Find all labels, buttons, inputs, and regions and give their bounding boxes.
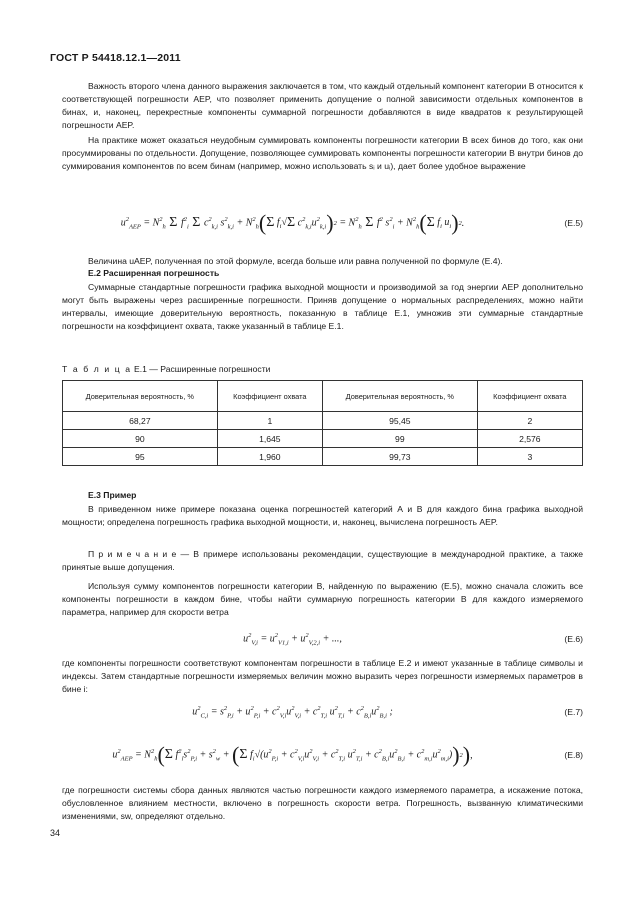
table-cell: 99,73	[322, 448, 477, 466]
paragraph-practice: На практике может оказаться неудобным суммировать компоненты погрешности категории В всех бинов до того, как они просуммированы по отдельности. Допущение, позволяющее суммировать компоненты погрешности категории В внутри бинов до суммирования компонентов по всем бинам (например, можно использовать sᵢ и uᵢ), дает более удобное выражение	[62, 135, 583, 171]
table-caption	[62, 364, 270, 374]
paragraph-sum-components: Используя сумму компонентов погрешности категории В, найденную по выражению (Е.5), можно сначала сложить все компоненты погрешности в каждом бине, чтобы найти суммарную погрешность категории В для каждого измеряемого параметра, например для скорости ветра	[62, 581, 583, 617]
equation-number-e7: (Е.7)	[564, 707, 583, 717]
table-cell: 95,45	[322, 412, 477, 430]
paragraph-value-note: Величина uAEP, полученная по этой формуле, всегда больше или равна полученной по формуле (Е.4).	[88, 256, 503, 266]
heading-e2: Е.2 Расширенная погрешность	[88, 268, 220, 278]
table-cell: 95	[63, 448, 218, 466]
table-header-cell: Доверительная вероятность, %	[322, 381, 477, 412]
table-header-cell: Коэффициент охвата	[217, 381, 322, 412]
table-header-cell: Доверительная вероятность, %	[63, 381, 218, 412]
table-cell: 2	[477, 412, 582, 430]
page-number: 34	[50, 828, 61, 838]
paragraph-example: В приведенном ниже примере показана оценка погрешностей категорий А и В для каждого бина графика выходной мощности; определена погрешность графика выходной мощности, и, наконец, вычислена погрешность AEP.	[62, 504, 583, 527]
formula-e8: $u^2_{AEP} = N^2_h$ ( Σ $f^2_is^2_{P,i} + s^2_w$ + ( Σ $f_i√(u^2_{P,i} + c^2_{V,i}u^2_{V,i} + c^2_{T,i}$ $u^2_{T,i} + c^2_{B,i}u^2_{B,i} + c^2_{m,i}u^2_{m,i}$) ) 2 ) , (Е.8)	[112, 742, 583, 767]
paragraph-system-errors: где погрешности системы сбора данных являются частью погрешности каждого измеряемого параметра, а искажение потока, обусловленное влиянием местности, включено в погрешность скорости ветра. Погрешность, вызванную климатическими изменениями, sw, определяют отдельно.	[62, 785, 583, 821]
expanded-uncertainty-table	[62, 380, 583, 466]
table-cell: 90	[63, 430, 218, 448]
equation-number-e6: (Е.6)	[564, 634, 583, 644]
table-header-row	[63, 381, 583, 412]
paragraph-components-desc: где компоненты погрешности соответствуют компонентам погрешности в таблице Е.2 и имеют указанные в таблице символы и индексы. Затем стандартные погрешности измеряемых величин можно выразить через погрешности измеряемых параметров в бине i:	[62, 658, 583, 694]
table-cell: 3	[477, 448, 582, 466]
equation-number-e8: (Е.8)	[564, 750, 583, 760]
standard-header: ГОСТ Р 54418.12.1—2011	[50, 52, 181, 64]
paragraph-note: П р и м е ч а н и е — В примере использованы рекомендации, существующие в международной практике, а также принятые выше допущения.	[62, 549, 583, 572]
equation-number-e5: (Е.5)	[564, 218, 583, 228]
table-header-cell: Коэффициент охвата	[477, 381, 582, 412]
table-caption-prefix: Т а б л и ц а	[62, 364, 132, 374]
table-cell: 1	[217, 412, 322, 430]
formula-e7: $u^2_{C,i} = s^2_{P,i} + u^2_{P,i} + c^2_{V,i}u^2_{V,i} + c^2_{T,i}$ $u^2_{T,i} + c^2_{B,i}u^2_{B,i}$ ; (Е.7)	[192, 704, 583, 720]
table-row	[63, 412, 583, 430]
table-cell: 1,645	[217, 430, 322, 448]
table-row	[63, 448, 583, 466]
table-cell: 68,27	[63, 412, 218, 430]
paragraph-importance: Важность второго члена данного выражения заключается в том, что каждый отдельный компонент категории В относится к соответствующей погрешности AEP, что позволяет применить допущение о полной зависимости отдельных компонентов в бинах, и, наконец, перекрестные компоненты суммарной погрешности добавляются в виде квадратов к результирующей погрешности AEP.	[62, 81, 583, 130]
table-cell: 99	[322, 430, 477, 448]
table-row	[63, 430, 583, 448]
formula-e6: $u^2_{V,i} = u^2_{V1,i} + u^2_{V,2,i}$ + ..., (Е.6)	[243, 631, 583, 647]
heading-e3: Е.3 Пример	[88, 490, 137, 500]
table-cell: 1,960	[217, 448, 322, 466]
formula-e5: $u^2_{AEP} = N^2_h$ Σ $f^2_i$ Σ $c^2_{k,i}$ $s^2_{k,i} + N^2_h$ ( Σ $f_i√$ Σ $c^2_{k,i}u^2_{k,i}$ ) 2 = $N^2_h$ Σ $f^2$ $s^2_i + N^2_h$ ( Σ $f_i$ $u_i$ ) 2 . (Е.5)	[120, 210, 583, 235]
paragraph-expanded: Суммарные стандартные погрешности графика выходной мощности и производимой за год энергии AEP дополнительно могут быть выражены через расширенные погрешности. Приняв допущение о нормальных распределениях, можно найти интервалы, имеющие доверительную вероятность, показанную в таблице Е.1, умножив эти суммарные стандартные погрешности на коэффициент охвата, также указанный в таблице Е.1.	[62, 282, 583, 331]
table-caption-text: Е.1 — Расширенные погрешности	[131, 364, 271, 374]
table-cell: 2,576	[477, 430, 582, 448]
